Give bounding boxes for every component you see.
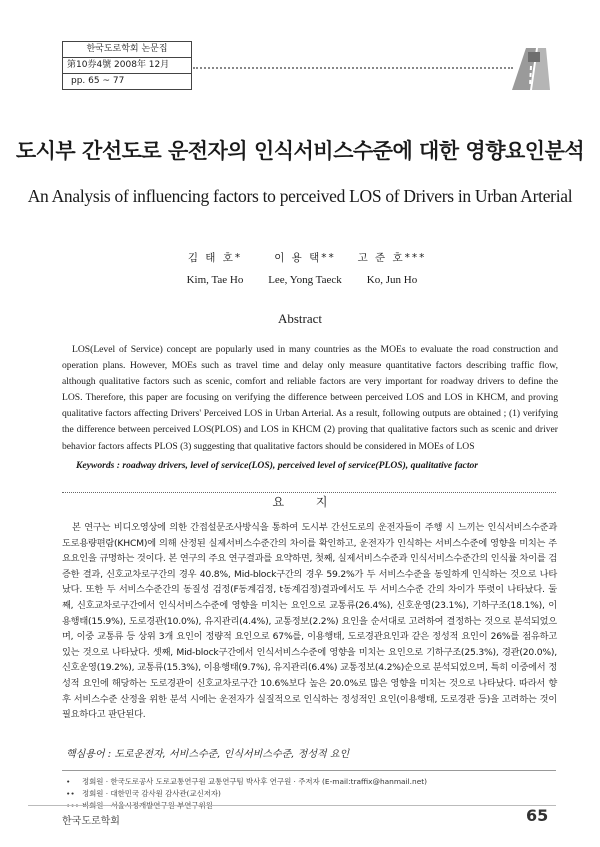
footnote-2-mark: •• (66, 789, 75, 798)
paper-title-english: An Analysis of influencing factors to perceived LOS of Drivers in Urban Arterial (27, 186, 573, 206)
journal-volume: 第10券4號 2008年 12月 (63, 58, 191, 74)
footnote-rule (62, 770, 556, 771)
author-1-english: Kim, Tae Ho (186, 274, 244, 286)
abstract-heading: Abstract (277, 311, 323, 326)
author-1-korean: 김 태 호* (187, 252, 243, 264)
korean-keywords: 핵심용어 : 도로운전자, 서비스수준, 인식서비스수준, 정성적 요인 (66, 749, 350, 760)
journal-logo-icon (506, 40, 554, 94)
author-3-english: Ko, Jun Ho (366, 274, 418, 286)
journal-info-box (62, 41, 192, 90)
footnote-1 (66, 776, 546, 788)
author-3-korean: 고 준 호*** (357, 252, 427, 264)
summary-heading: 요 지 (272, 495, 342, 509)
footnote-2-text: 정회원 · 대한민국 감사원 감사관(교신저자) (82, 789, 221, 798)
journal-pages: pp. 65 ~ 77 (71, 76, 125, 86)
footnotes (66, 776, 546, 812)
footnote-3-text: 비회원 · 서울시정개발연구원 부연구위원 (82, 801, 213, 810)
summary-text: 본 연구는 비디오영상에 의한 간접설문조사방식을 통하여 도시부 간선도로의 운전자들이 주행 시 느끼는 인식서비스수준과 도로용량편람(KHCM)에 의해 산정된 실제서비스수준간의 차이를 확인하고, 운전자가 인식하는 서비스수준에 영향을 미치는 주요요인을 규명하는 것이다. 본 연구의 주요 연구결과를 요약하면, 첫째, 실제서비스수준과 인식서비스수준간의 인식률 차이를 검증한 결과, 신호교차로구간의 경우 40.8%, Mid-block구간의 경우 59.2%가 두 서비스수준을 동일하게 인식하는 것으로 나타났다. 또한 두 서비스수준간의 동질성 검정(F동계검정, t동계검정)결과에서도 두 서비스수준 간의 차이가 뚜렷이 나타났다. 둘째, 신호교차로구간에서 인식서비스수준에 영향을 미치는 요인으로 교통류(26.4%), 신호운영(23.1%), 기하구조(18.1%), 이용행태(15.9%), 도로경관(10.0%), 유지관리(4.4%), 교통정보(2.2%) 요인을 순서대로 고려하여 결정하는 것으로 분석되었으며, 이중 교통류 등 상위 3개 요인이 정량적 요인으로 67%를, 이용행태, 도로경관요인과 같은 정성적 요인이 26%를 점유하고 있는 것으로 나타났다. 셋째, Mid-block구간에서 인식서비스수준에 영향을 미치는 요인으로 기하구조(25.3%), 경관(20.0%), 신호운영(19.2%), 교통류(15.3%), 이용행태(9.7%), 유지관리(6.4%) 교통정보(4.2%)순으로 분석되었으며, 특히 이중에서 정성적 요인에 해당하는 도로경관이 신호교차로구간 10.6%보다 높은 20.0%로 많은 영향을 미치는 것으로 나타났다. 따라서 향후 서비스수준 산정을 위한 분석 시에는 운전자가 실질적으로 인식하는 정성적인 요인(이용행태, 도로경관 등)을 고려하는 것이 필요하다고 판단된다. (62, 522, 557, 721)
footnote-2 (66, 788, 546, 800)
footnote-3 (66, 800, 546, 812)
footer-society-name: 한국도로학회 (62, 816, 120, 827)
footnote-1-mark: • (66, 777, 71, 786)
header-dotted-line (193, 67, 513, 69)
page-number: 65 (526, 806, 549, 825)
footnote-3-mark: ••• (66, 801, 80, 810)
author-2-english: Lee, Yong Taeck (268, 274, 342, 286)
journal-name: 한국도로학회 논문집 (63, 42, 191, 58)
abstract-text: LOS(Level of Service) concept are popularly used in many countries as the MOEs to evaluate the road construction and operation plans. However, MOEs such as travel time and delay only measure quantitative factors describing traffic flow, although qualitative factors such as scenic, comfort and reliable factors are very important for roadway drivers to define the LOS. Therefore, this paper are focusing on verifying the difference between perceived LOS and LOS in KHCM, and proving qualitative factors affecting Drivers' Perceived LOS in Urban Arterial. As a result, following outputs are obtained ; (1) verifying the difference between perceived LOS(PLOS) and LOS in KHCM (2) proving that qualitative factors such as scenic and driver behavior factors affects PLOS (3) suggesting that qualitative factors should be considered in MOEs of LOS (62, 344, 558, 452)
page-footer-rule (28, 805, 556, 806)
author-3 (337, 247, 447, 291)
paper-title-korean: 도시부 간선도로 운전자의 인식서비스수준에 대한 영향요인분석 (15, 139, 585, 163)
english-keywords: Keywords : roadway drivers, level of service(LOS), perceived level of service(PLOS), qualitative factor (76, 460, 479, 471)
footnote-1-text: 정회원 · 한국도로공사 도로교통연구원 교통연구팀 박사후 연구원 · 주저자 (E-mail:traffix@hanmail.net) (82, 777, 428, 786)
author-2-korean: 이 용 택** (274, 252, 336, 264)
